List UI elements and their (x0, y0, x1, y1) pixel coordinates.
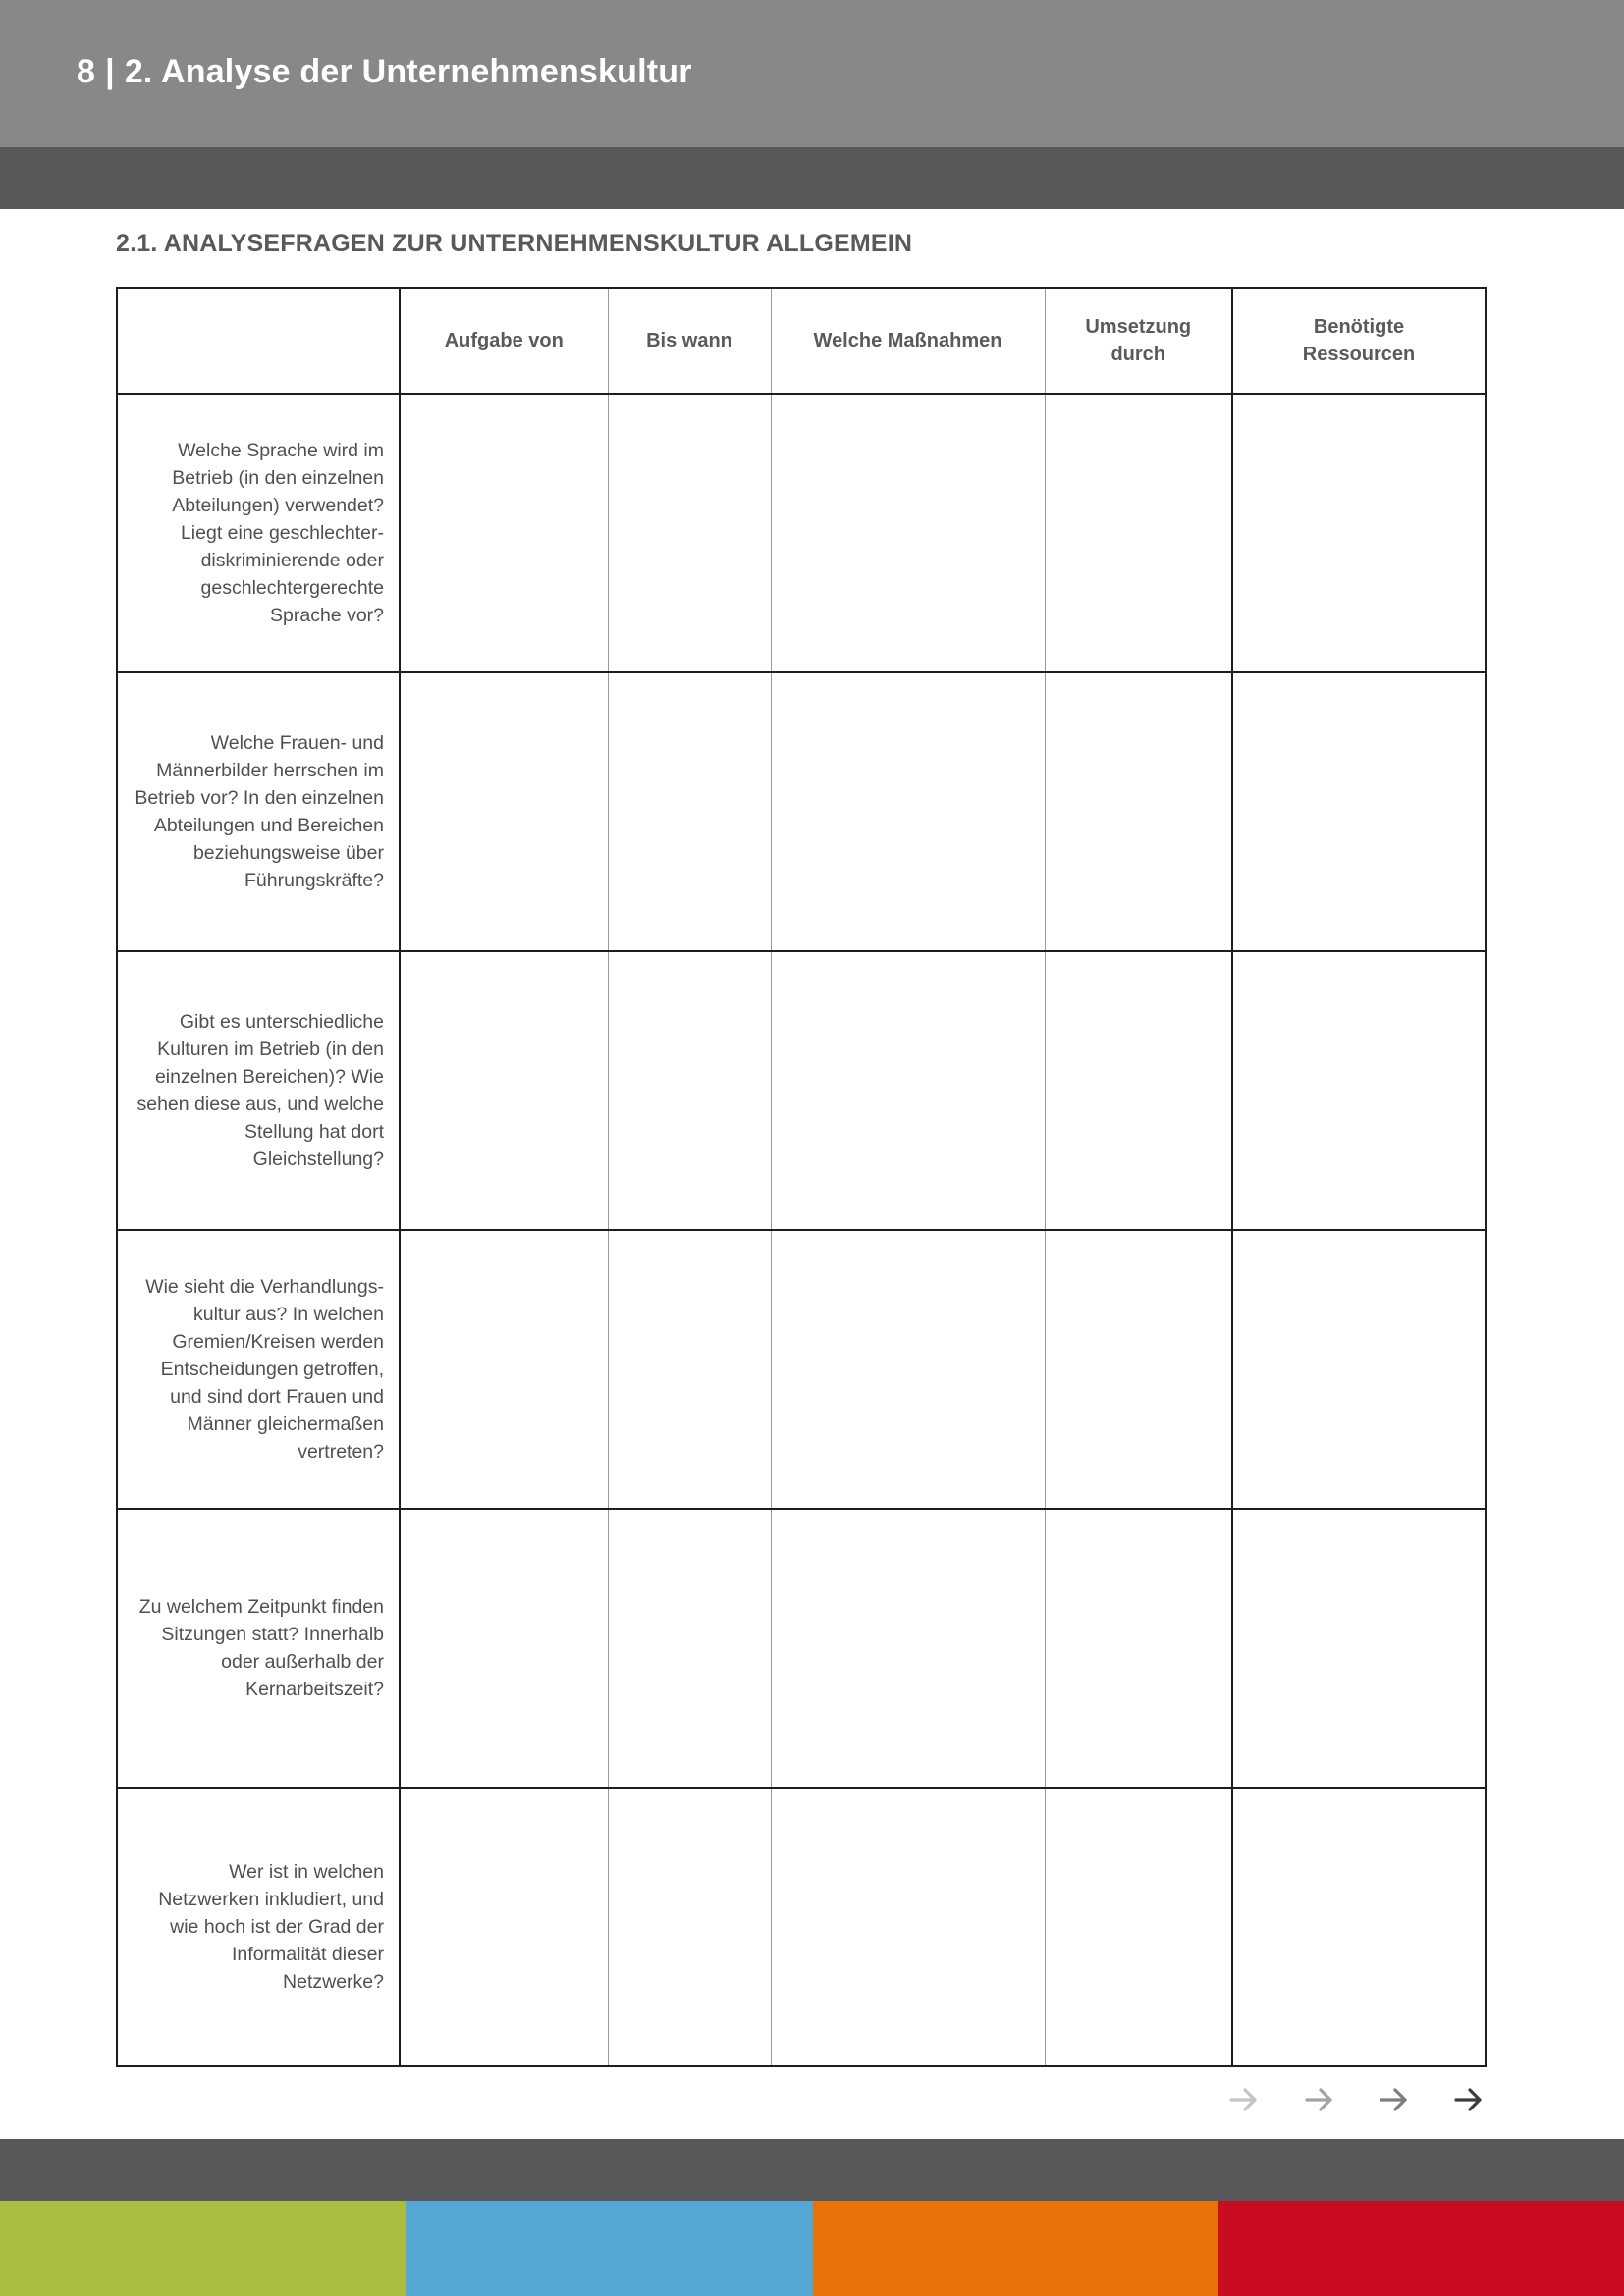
chapter-title: 2. Analyse der Unternehmenskultur (124, 53, 692, 90)
answer-cell-deadline[interactable] (608, 1788, 771, 2066)
table-row (117, 1509, 1486, 1788)
answer-cell-implementation[interactable] (1045, 1230, 1232, 1509)
arrow-right-icon[interactable] (1453, 2084, 1485, 2115)
table-row (117, 394, 1486, 672)
answer-cell-assigned-to[interactable] (400, 951, 608, 1230)
column-header-measures: Welche Maßnahmen (771, 288, 1045, 394)
header-band (0, 147, 1624, 209)
navigation-arrows (0, 2084, 1624, 2119)
table-row (117, 951, 1486, 1230)
footer-stripe-blue (406, 2201, 813, 2296)
question-cell: Wer ist in welchen Netzwerken inkludiert, und wie hoch ist der Grad der Informalität dieser Netzwerke? (117, 1788, 400, 2066)
answer-cell-deadline[interactable] (608, 1509, 771, 1788)
answer-cell-deadline[interactable] (608, 394, 771, 672)
table-row (117, 1788, 1486, 2066)
question-cell: Welche Sprache wird im Betrieb (in den einzelnen Abteilungen) verwendet? Liegt eine geschlechter-diskriminierende oder geschlechtergerechte Sprache vor? (117, 394, 400, 672)
footer-band (0, 2139, 1624, 2201)
question-cell: Wie sieht die Verhandlungs-kultur aus? In welchen Gremien/Kreisen werden Entscheidungen getroffen, und sind dort Frauen und Männer gleichermaßen vertreten? (117, 1230, 400, 1509)
question-cell: Zu welchem Zeitpunkt finden Sitzungen statt? Innerhalb oder außerhalb der Kernarbeitszeit? (117, 1509, 400, 1788)
answer-cell-assigned-to[interactable] (400, 394, 608, 672)
answer-cell-implementation[interactable] (1045, 951, 1232, 1230)
table-header-row (117, 288, 1486, 394)
answer-cell-measures[interactable] (771, 1788, 1045, 2066)
answer-cell-deadline[interactable] (608, 672, 771, 951)
page-number: 8 (77, 53, 96, 90)
footer-stripe-orange (813, 2201, 1218, 2296)
answer-cell-resources[interactable] (1232, 1509, 1486, 1788)
answer-cell-deadline[interactable] (608, 951, 771, 1230)
answer-cell-resources[interactable] (1232, 1788, 1486, 2066)
header-bar (0, 0, 1624, 147)
section-heading: 2.1. ANALYSEFRAGEN ZUR UNTERNEHMENSKULTUR ALLGEMEIN (116, 230, 913, 257)
answer-cell-resources[interactable] (1232, 951, 1486, 1230)
answer-cell-measures[interactable] (771, 951, 1045, 1230)
table-row (117, 1230, 1486, 1509)
arrow-right-icon[interactable] (1228, 2084, 1260, 2115)
footer-stripe-red (1218, 2201, 1624, 2296)
column-header-implementation: Umsetzung durch (1045, 288, 1232, 394)
answer-cell-measures[interactable] (771, 1230, 1045, 1509)
answer-cell-resources[interactable] (1232, 1230, 1486, 1509)
answer-cell-measures[interactable] (771, 672, 1045, 951)
answer-cell-implementation[interactable] (1045, 1509, 1232, 1788)
title-separator: | (105, 53, 115, 90)
answer-cell-deadline[interactable] (608, 1230, 771, 1509)
column-header-blank (117, 288, 400, 394)
answer-cell-measures[interactable] (771, 1509, 1045, 1788)
question-cell: Gibt es unterschiedliche Kulturen im Betrieb (in den einzelnen Bereichen)? Wie sehen diese aus, und welche Stellung hat dort Gleichstellung? (117, 951, 400, 1230)
footer-stripe-green (0, 2201, 406, 2296)
answer-cell-implementation[interactable] (1045, 1788, 1232, 2066)
answer-cell-resources[interactable] (1232, 672, 1486, 951)
answer-cell-assigned-to[interactable] (400, 1788, 608, 2066)
answer-cell-assigned-to[interactable] (400, 1509, 608, 1788)
answer-cell-assigned-to[interactable] (400, 1230, 608, 1509)
arrow-right-icon[interactable] (1379, 2084, 1410, 2115)
answer-cell-implementation[interactable] (1045, 672, 1232, 951)
table-row (117, 672, 1486, 951)
column-header-deadline: Bis wann (608, 288, 771, 394)
arrow-right-icon[interactable] (1304, 2084, 1335, 2115)
column-header-resources: Benötigte Ressourcen (1232, 288, 1486, 394)
answer-cell-implementation[interactable] (1045, 394, 1232, 672)
column-header-assigned-to: Aufgabe von (400, 288, 608, 394)
page-title (77, 53, 692, 91)
question-cell: Welche Frauen- und Männerbilder herrschen im Betrieb vor? In den einzelnen Abteilungen und Bereichen beziehungsweise über Führungskräfte? (117, 672, 400, 951)
answer-cell-assigned-to[interactable] (400, 672, 608, 951)
analysis-table (116, 287, 1487, 2067)
answer-cell-measures[interactable] (771, 394, 1045, 672)
answer-cell-resources[interactable] (1232, 394, 1486, 672)
